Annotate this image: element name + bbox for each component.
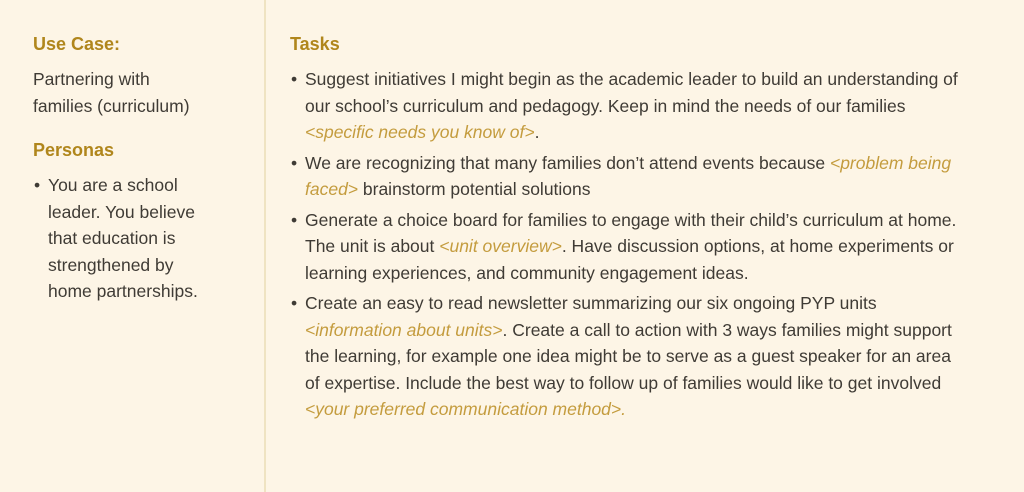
body-text: Create an easy to read newsletter summarizing our six ongoing PYP units — [305, 293, 877, 313]
body-text: . Have discussion options, at home experiments or learning experiences, and community engagement ideas. — [305, 236, 954, 283]
use-case-heading: Use Case: — [33, 34, 121, 54]
task-item — [290, 290, 962, 423]
placeholder-text: <unit overview> — [439, 236, 562, 256]
body-text: . — [534, 122, 540, 142]
left-panel — [0, 0, 264, 492]
personas-heading: Personas — [33, 140, 115, 160]
personas-list — [33, 172, 244, 305]
placeholder-text: <information about units> — [305, 319, 503, 340]
persona-item — [33, 172, 208, 305]
placeholder-text: <problem being faced> — [305, 152, 952, 199]
task-item — [290, 66, 962, 146]
task-item — [290, 150, 962, 203]
body-text: We are recognizing that many families don’t attend events because — [305, 152, 830, 173]
body-text: Generate a choice board for families to engage with their child’s curriculum at home. The unit is about — [305, 209, 957, 256]
tasks-list — [290, 66, 984, 423]
placeholder-text: <specific needs you know of> — [305, 122, 535, 142]
tasks-heading: Tasks — [290, 34, 340, 54]
body-text: . Create a call to action with 3 ways families might support the learning, for example one idea might be to serve as a guest speaker for an area of expertise. Include the best way to follow up of families would like to get involved — [305, 319, 952, 393]
body-text: brainstorm potential solutions — [358, 179, 591, 199]
placeholder-text: <your preferred communication method>. — [305, 399, 626, 419]
right-panel — [266, 0, 1024, 492]
use-case-value: Partnering with families (curriculum) — [33, 69, 190, 116]
task-item — [290, 207, 962, 287]
body-text: You are a school leader. You believe that education is strengthened by home partnerships. — [48, 175, 198, 301]
body-text: Suggest initiatives I might begin as the academic leader to build an understanding of our school’s curriculum and pedagogy. Keep in mind the needs of our families — [305, 69, 958, 116]
